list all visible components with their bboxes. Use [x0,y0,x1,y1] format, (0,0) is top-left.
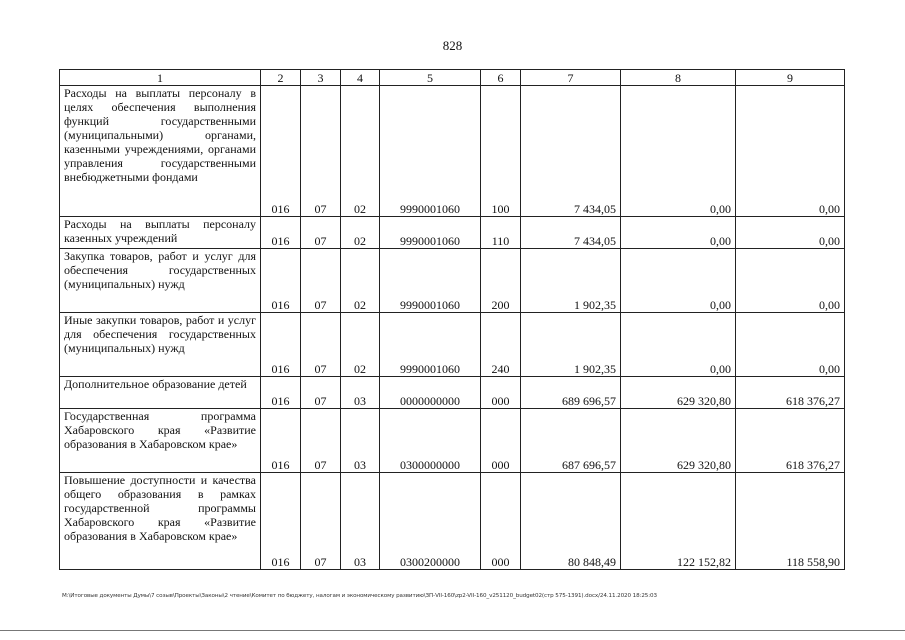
page-bottom-divider [0,630,905,631]
target-article-code: 0000000000 [380,377,481,409]
ministry-code: 016 [261,473,301,570]
amount-col9: 0,00 [736,86,845,217]
column-header: 3 [301,70,341,86]
column-header: 5 [380,70,481,86]
amount-col9: 118 558,90 [736,473,845,570]
expense-type-code: 200 [481,249,521,313]
row-name: Государственная программа Хабаровского края «Развитие образования в Хабаровском крае» [60,409,261,473]
row-name: Расходы на выплаты персоналу в целях обеспечения выполнения функций государственными (муниципальными) органами, казенными учреждениями, органами управления государственными внебюджетными фондами [60,86,261,217]
column-number-row [60,70,845,86]
target-article-code: 0300200000 [380,473,481,570]
column-header: 2 [261,70,301,86]
amount-col8: 0,00 [621,86,736,217]
section-code: 07 [301,409,341,473]
section-code: 07 [301,313,341,377]
table-row [60,249,845,313]
subsection-code: 02 [341,86,380,217]
expense-type-code: 000 [481,409,521,473]
target-article-code: 9990001060 [380,313,481,377]
expense-type-code: 110 [481,217,521,249]
amount-col7: 80 848,49 [521,473,621,570]
subsection-code: 03 [341,377,380,409]
expense-type-code: 240 [481,313,521,377]
expense-type-code: 100 [481,86,521,217]
subsection-code: 03 [341,473,380,570]
table-row [60,409,845,473]
subsection-code: 02 [341,217,380,249]
amount-col9: 0,00 [736,249,845,313]
target-article-code: 9990001060 [380,249,481,313]
amount-col7: 1 902,35 [521,313,621,377]
amount-col9: 0,00 [736,217,845,249]
table-row [60,377,845,409]
page-number: 828 [442,38,463,53]
section-code: 07 [301,377,341,409]
amount-col7: 687 696,57 [521,409,621,473]
table-row [60,217,845,249]
subsection-code: 02 [341,313,380,377]
subsection-code: 03 [341,409,380,473]
subsection-code: 02 [341,249,380,313]
amount-col8: 122 152,82 [621,473,736,570]
amount-col8: 0,00 [621,249,736,313]
section-code: 07 [301,86,341,217]
expense-type-code: 000 [481,377,521,409]
amount-col9: 0,00 [736,313,845,377]
amount-col8: 629 320,80 [621,409,736,473]
ministry-code: 016 [261,313,301,377]
amount-col7: 7 434,05 [521,86,621,217]
column-header: 1 [60,70,261,86]
ministry-code: 016 [261,377,301,409]
column-header: 6 [481,70,521,86]
amount-col7: 689 696,57 [521,377,621,409]
target-article-code: 9990001060 [380,86,481,217]
expense-type-code: 000 [481,473,521,570]
amount-col8: 0,00 [621,313,736,377]
row-name: Повышение доступности и качества общего образования в рамках государственной программы Хабаровского края «Развитие образования в Хабаровском крае» [60,473,261,570]
section-code: 07 [301,249,341,313]
ministry-code: 016 [261,409,301,473]
amount-col7: 1 902,35 [521,249,621,313]
ministry-code: 016 [261,249,301,313]
table-row [60,313,845,377]
row-name: Закупка товаров, работ и услуг для обеспечения государственных (муниципальных) нужд [60,249,261,313]
amount-col8: 629 320,80 [621,377,736,409]
amount-col9: 618 376,27 [736,377,845,409]
amount-col8: 0,00 [621,217,736,249]
row-name: Иные закупки товаров, работ и услуг для обеспечения государственных (муниципальных) нужд [60,313,261,377]
ministry-code: 016 [261,86,301,217]
section-code: 07 [301,217,341,249]
budget-table [59,69,845,570]
column-header: 4 [341,70,380,86]
target-article-code: 0300000000 [380,409,481,473]
table-row [60,86,845,217]
column-header: 8 [621,70,736,86]
row-name: Дополнительное образование детей [60,377,261,409]
document-file-path: M:\Итоговые документы Думы\7 созыв\Проекты\Законы\2 чтение\Комитет по бюджету, налогам и экономическому развитию\ЗП-VII-160\zp2-VII-160_v251120_budget02(стр 575-1391).docx/24.11.2020 18:25:03 [62,593,657,599]
amount-col7: 7 434,05 [521,217,621,249]
section-code: 07 [301,473,341,570]
table-row [60,473,845,570]
target-article-code: 9990001060 [380,217,481,249]
ministry-code: 016 [261,217,301,249]
column-header: 9 [736,70,845,86]
amount-col9: 618 376,27 [736,409,845,473]
row-name: Расходы на выплаты персоналу казенных учреждений [60,217,261,249]
column-header: 7 [521,70,621,86]
